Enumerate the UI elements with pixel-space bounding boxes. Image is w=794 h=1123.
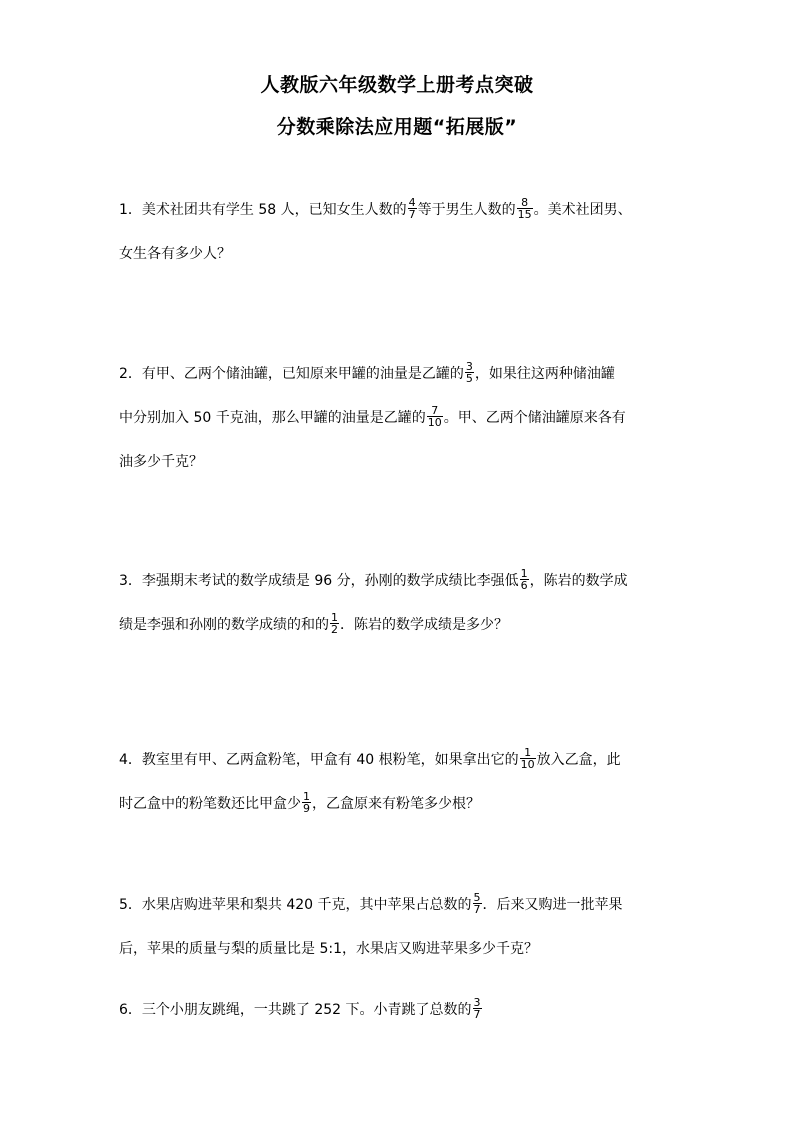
problem-text: ．陈岩的数学成绩是多少？ xyxy=(340,617,508,633)
problem-text: 后，苹果的质量与梨的质量比是 5:1，水果店又购进苹果多少千克？ xyxy=(119,941,538,957)
fraction-denominator: 7 xyxy=(473,902,481,916)
fraction xyxy=(473,892,482,915)
fraction-numerator: 4 xyxy=(408,195,416,209)
page-title: 人教版六年级数学上册考点突破 xyxy=(260,74,534,96)
fraction-denominator: 5 xyxy=(465,371,473,385)
problem-text: 6．三个小朋友跳绳，一共跳了 252 下。小青跳了总数的 xyxy=(119,1002,472,1018)
fraction xyxy=(465,361,474,384)
problem-text: 1．美术社团共有学生 58 人，已知女生人数的 xyxy=(119,202,407,218)
fraction-numerator: 8 xyxy=(517,197,533,209)
problem-line xyxy=(119,745,621,772)
problem-text: 中分别加入 50 千克油，那么甲罐的油量是乙罐的 xyxy=(119,410,426,426)
fraction-denominator: 7 xyxy=(408,207,416,221)
fraction xyxy=(427,405,443,428)
problem-text: ，如果往这两种储油罐 xyxy=(474,366,615,382)
fraction xyxy=(330,612,339,635)
fraction-numerator: 1 xyxy=(331,610,338,624)
fraction xyxy=(473,997,482,1020)
fraction-numerator: 3 xyxy=(473,995,481,1009)
fraction-denominator: 7 xyxy=(473,1007,481,1021)
fraction-numerator: 1 xyxy=(303,789,310,803)
problem-line xyxy=(119,610,508,637)
fraction-numerator: 1 xyxy=(520,566,528,580)
fraction-denominator: 9 xyxy=(303,801,310,815)
problem-line xyxy=(119,195,632,222)
problem-line xyxy=(119,890,623,917)
page-subtitle: 分数乘除法应用题“拓展版” xyxy=(276,116,518,138)
problem-text: 。美术社团男、 xyxy=(533,202,632,218)
problem-text: 。甲、乙两个储油罐原来各有 xyxy=(443,410,626,426)
problem-text: 3．李强期末考试的数学成绩是 96 分，孙刚的数学成绩比李强低 xyxy=(119,573,519,589)
problem-line xyxy=(119,359,615,386)
problem-text: ．后来又购进一批苹果 xyxy=(482,897,623,913)
fraction xyxy=(302,791,311,814)
problem-line xyxy=(119,937,538,961)
fraction xyxy=(520,568,529,591)
fraction-denominator: 6 xyxy=(520,578,528,592)
fraction xyxy=(408,197,417,220)
fraction-numerator: 5 xyxy=(473,890,481,904)
fraction-denominator: 10 xyxy=(427,415,442,429)
problem-text: 5．水果店购进苹果和梨共 420 千克，其中苹果占总数的 xyxy=(119,897,472,913)
problem-line xyxy=(119,566,628,593)
problem-text: 时乙盒中的粉笔数还比甲盒少 xyxy=(119,796,301,812)
problem-text: 油多少千克？ xyxy=(119,454,203,470)
problem-text: 女生各有多少人？ xyxy=(119,246,231,262)
fraction-numerator: 3 xyxy=(465,359,473,373)
fraction-denominator: 10 xyxy=(520,757,535,771)
problem-text: 绩是李强和孙刚的数学成绩的和的 xyxy=(119,617,329,633)
fraction-denominator: 2 xyxy=(331,622,338,636)
problem-text: ，陈岩的数学成 xyxy=(529,573,628,589)
fraction xyxy=(517,197,533,220)
problem-line xyxy=(119,789,480,816)
problem-text: 2．有甲、乙两个储油罐，已知原来甲罐的油量是乙罐的 xyxy=(119,366,464,382)
problem-text: ，乙盒原来有粉笔多少根？ xyxy=(312,796,480,812)
problem-line xyxy=(119,242,231,266)
problem-text: 放入乙盒，此 xyxy=(536,752,621,768)
problem-text: 4．教室里有甲、乙两盒粉笔，甲盒有 40 根粉笔，如果拿出它的 xyxy=(119,752,519,768)
fraction xyxy=(520,747,536,770)
problem-text: 等于男生人数的 xyxy=(417,202,516,218)
fraction-denominator: 15 xyxy=(517,207,532,221)
problem-line xyxy=(119,995,483,1022)
problem-line xyxy=(119,403,626,430)
problem-line xyxy=(119,450,203,474)
fraction-numerator: 7 xyxy=(427,405,443,417)
fraction-numerator: 1 xyxy=(520,747,536,759)
